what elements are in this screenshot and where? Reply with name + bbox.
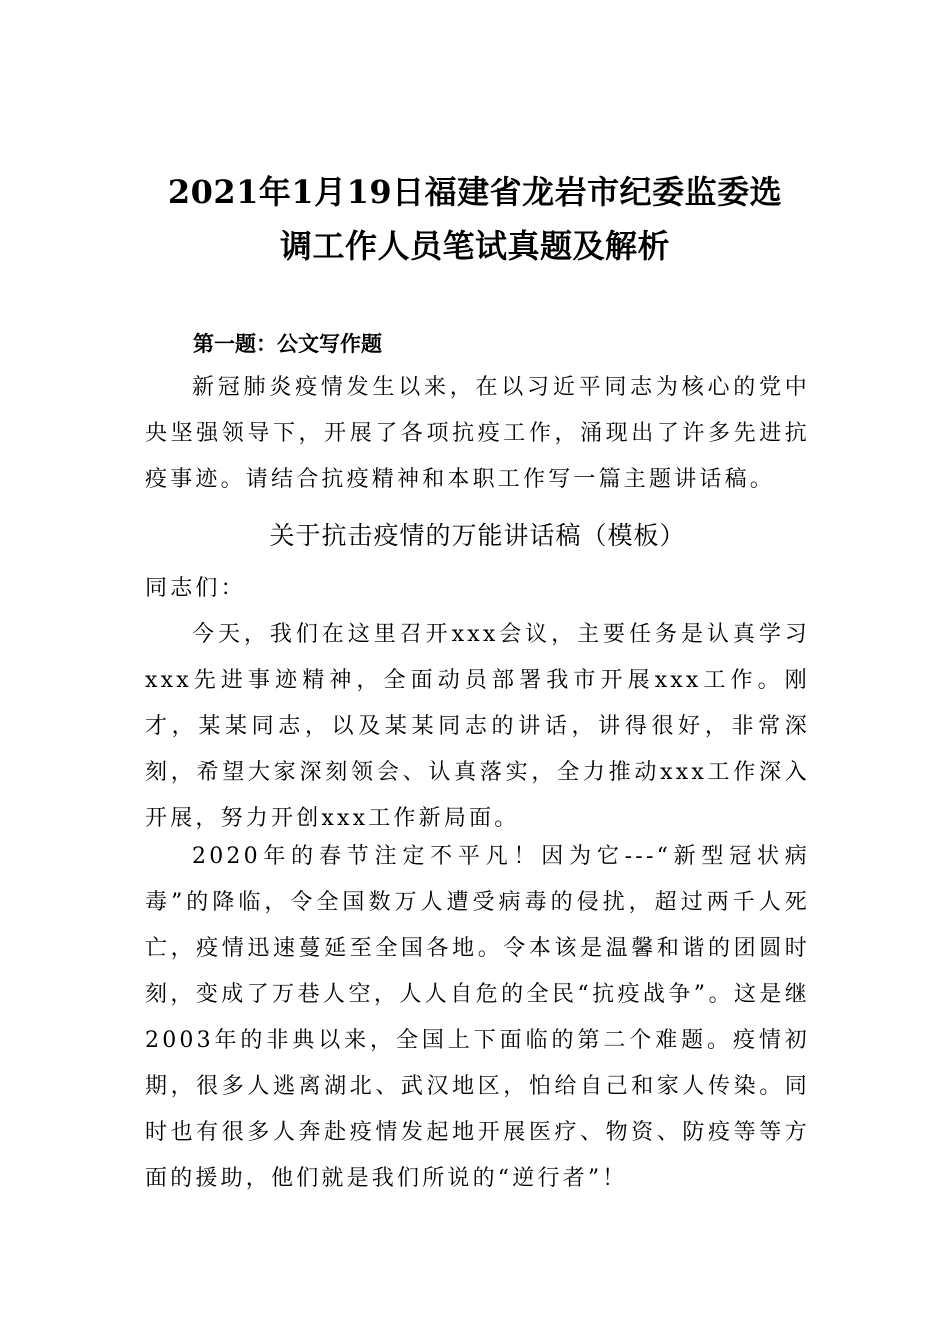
paragraph-1: 今天，我们在这里召开xxx会议，主要任务是认真学习xxx先进事迹精神，全面动员部署我市开展xxx工作。刚才，某某同志，以及某某同志的讲话，讲得很好，非常深刻，希望大家深刻领会、认真落实，全力推动xxx工作深入开展，努力开创xxx工作新局面。 [145, 622, 810, 831]
title-line-2: 调工作人员笔试真题及解析 [279, 227, 670, 265]
document-title [120, 165, 830, 273]
paragraph-2: 2020年的春节注定不平凡！因为它---“新型冠状病毒”的降临，令全国数万人遭受病毒的侵扰，超过两千人死亡，疫情迅速蔓延至全国各地。令本该是温馨和谐的团圆时刻，变成了万巷人空，人人自危的全民“抗疫战争”。这是继2003年的非典以来，全国上下面临的第二个难题。疫情初期，很多人逃离湖北、武汉地区，怕给自己和家人传染。同时也有很多人奔赴疫情发起地开展医疗、物资、防疫等等方面的援助，他们就是我们所说的“逆行者”！ [145, 844, 810, 1191]
greeting: 同志们： [145, 576, 246, 601]
speech-title: 关于抗击疫情的万能讲话稿（模板） [269, 521, 686, 550]
question-heading: 第一题：公文写作题 [193, 332, 382, 356]
title-line-1: 2021年1月19日福建省龙岩市纪委监委选 [167, 173, 783, 211]
question-text: 新冠肺炎疫情发生以来，在以习近平同志为核心的党中央坚强领导下，开展了各项抗疫工作，涌现出了许多先进抗疫事迹。请结合抗疫精神和本职工作写一篇主题讲话稿。 [145, 375, 810, 492]
